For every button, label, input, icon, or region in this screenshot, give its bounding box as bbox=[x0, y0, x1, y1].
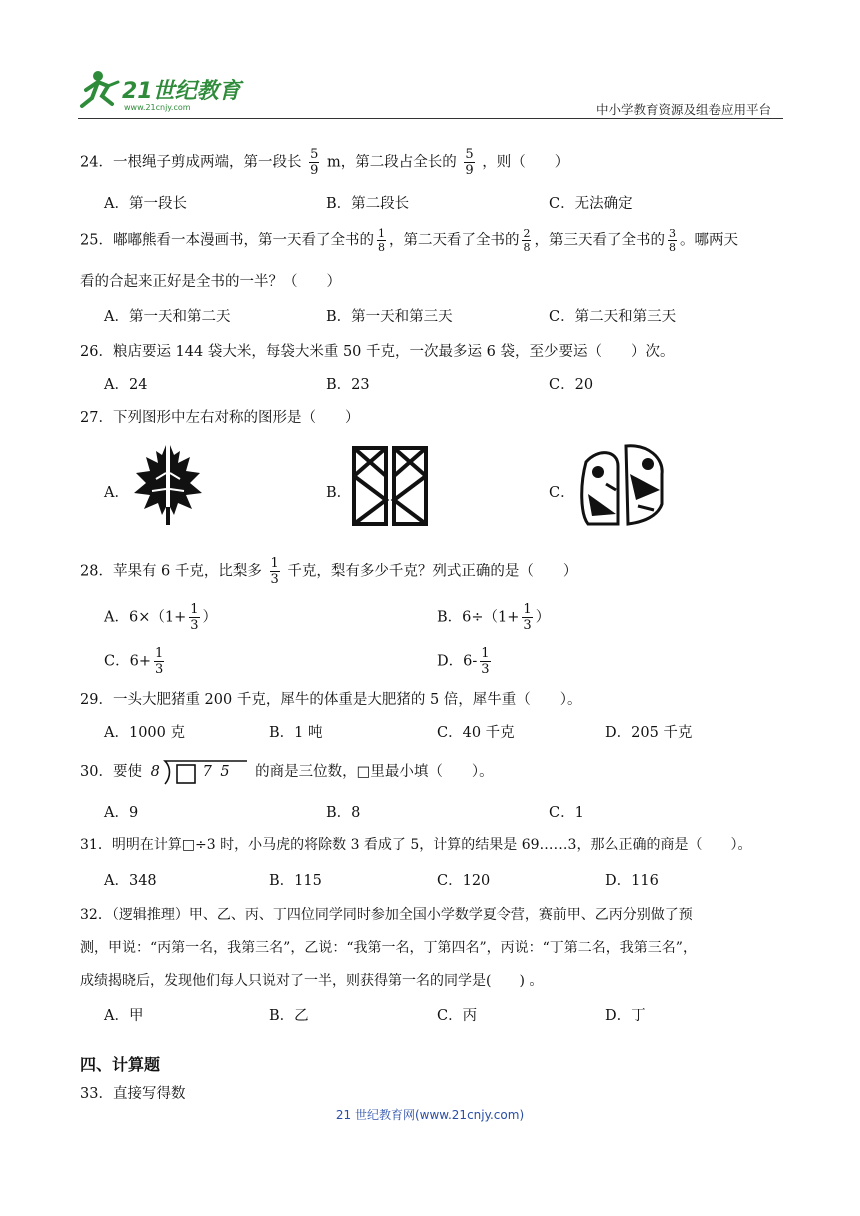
question-32-line3: 成绩揭晓后，发现他们每人只说对了一半，则获得第一名的同学是( ) 。 bbox=[80, 973, 544, 989]
option-d[interactable]: D．205 千克 bbox=[605, 725, 693, 741]
svg-text:www.21cnjy.com: www.21cnjy.com bbox=[124, 103, 191, 112]
question-25-line2: 看的合起来正好是全书的一半？（ ） bbox=[80, 274, 341, 290]
maple-leaf-figure bbox=[132, 443, 204, 527]
question-28: 28．苹果有 6 千克，比梨多 $\frac{1}{3}$ 千克，梨有多少千克？列式正确的是（ ） bbox=[80, 556, 578, 587]
question-32-line2: 测，甲说：“丙第一名，我第三名”，乙说：“我第一名，丁第四名”，丙说：“丁第二名，我第三名”， bbox=[80, 940, 697, 956]
option-c[interactable]: C．120 bbox=[437, 873, 491, 889]
option-b[interactable]: B．第二段长 bbox=[326, 196, 410, 212]
fraction: $\frac{3}{8}$ bbox=[668, 227, 676, 254]
fraction: $\frac{1}{3}$ bbox=[523, 602, 532, 633]
option-b[interactable]: B．1 吨 bbox=[269, 725, 323, 741]
site-logo bbox=[78, 68, 248, 114]
option-b[interactable]: B．115 bbox=[269, 873, 322, 889]
fraction: $\frac{5}{9}$ bbox=[465, 147, 474, 178]
fraction: $\frac{1}{8}$ bbox=[377, 227, 385, 254]
option-d[interactable]: D．6- $\frac{1}{3}$ bbox=[437, 646, 490, 677]
option-a[interactable]: A．第一天和第二天 bbox=[104, 309, 231, 325]
option-b[interactable]: B．第一天和第三天 bbox=[326, 309, 453, 325]
option-a[interactable]: A．348 bbox=[104, 873, 157, 889]
question-33: 33．直接写得数 bbox=[80, 1086, 186, 1102]
question-27: 27．下列图形中左右对称的图形是（ ） bbox=[80, 410, 360, 426]
question-24: 24．一根绳子剪成两端，第一段长 $\frac{5}{9}$ m，第二段占全长的 $\frac{5}{9}$ ，则（ ） bbox=[80, 147, 570, 178]
option-c[interactable]: C．无法确定 bbox=[549, 196, 633, 212]
fraction: $\frac{1}{3}$ bbox=[154, 646, 164, 677]
triangle-pattern-figure bbox=[352, 446, 428, 526]
option-c[interactable]: C．6+ $\frac{1}{3}$ bbox=[104, 646, 164, 677]
option-b[interactable]: B．乙 bbox=[269, 1008, 309, 1024]
option-a[interactable]: A．9 bbox=[104, 805, 139, 821]
runner-icon bbox=[82, 71, 118, 106]
option-c[interactable]: C．第二天和第三天 bbox=[549, 309, 677, 325]
option-c[interactable]: C．丙 bbox=[437, 1008, 478, 1024]
fraction: $\frac{2}{8}$ bbox=[523, 227, 531, 254]
option-a[interactable]: A．24 bbox=[104, 377, 148, 393]
fraction: $\frac{1}{3}$ bbox=[190, 602, 199, 633]
fraction: $\frac{1}{3}$ bbox=[270, 556, 279, 587]
option-a[interactable]: A．甲 bbox=[104, 1008, 144, 1024]
header-divider bbox=[78, 118, 783, 119]
option-a[interactable]: A．1000 克 bbox=[104, 725, 185, 741]
question-31: 31．明明在计算□÷3 时，小马虎的将除数 3 看成了 5，计算的结果是 69……3，那么正确的商是（ ）。 bbox=[80, 837, 752, 853]
long-division-figure: 8 7 5 bbox=[149, 757, 249, 787]
question-29: 29．一头大肥猪重 200 千克，犀牛的体重是大肥猪的 5 倍，犀牛重（ ）。 bbox=[80, 692, 582, 708]
platform-name: 中小学教育资源及组卷应用平台 bbox=[596, 102, 772, 117]
option-c[interactable]: C． bbox=[549, 485, 575, 501]
footer[interactable]: 21 世纪教育网(www.21cnjy.com) bbox=[335, 1108, 525, 1122]
option-a[interactable]: A．第一段长 bbox=[104, 196, 187, 212]
option-b[interactable]: B．23 bbox=[326, 377, 370, 393]
fraction: $\frac{1}{3}$ bbox=[481, 646, 490, 677]
question-26: 26．粮店要运 144 袋大米，每袋大米重 50 千克，一次最多运 6 袋，至少要运（ ）次。 bbox=[80, 344, 675, 360]
question-25: 25．嘟嘟熊看一本漫画书，第一天看了全书的 $\frac{1}{8}$ ，第二天看了全书的 $\frac{2}{8}$ ，第三天看了全书的 $\frac{3}{8}$ 。哪两天 bbox=[80, 227, 738, 254]
option-b[interactable]: B．8 bbox=[326, 805, 361, 821]
option-d[interactable]: D．116 bbox=[605, 873, 659, 889]
question-30: 30．要使 8 7 5 的商是三位数，□里最小填（ ）。 bbox=[80, 757, 494, 787]
option-c[interactable]: C．1 bbox=[549, 805, 584, 821]
option-c[interactable]: C．20 bbox=[549, 377, 594, 393]
bird-pattern-figure bbox=[578, 444, 666, 526]
blank-box bbox=[177, 765, 195, 783]
question-32-line1: 32．（逻辑推理）甲、乙、丙、丁四位同学同时参加全国小学数学夏令营，赛前甲、乙丙分别做了预 bbox=[80, 907, 693, 923]
svg-text:21世纪教育: 21世纪教育 bbox=[122, 79, 241, 104]
option-a[interactable]: A． bbox=[104, 485, 129, 501]
option-b[interactable]: B．6÷（1+ $\frac{1}{3}$ ） bbox=[437, 602, 551, 633]
option-b[interactable]: B． bbox=[326, 485, 352, 501]
option-c[interactable]: C．40 千克 bbox=[437, 725, 515, 741]
section-title: 四、计算题 bbox=[80, 1055, 161, 1074]
option-d[interactable]: D．丁 bbox=[605, 1008, 646, 1024]
fraction: $\frac{5}{9}$ bbox=[310, 147, 319, 178]
option-a[interactable]: A．6×（1+ $\frac{1}{3}$ ） bbox=[104, 602, 218, 633]
